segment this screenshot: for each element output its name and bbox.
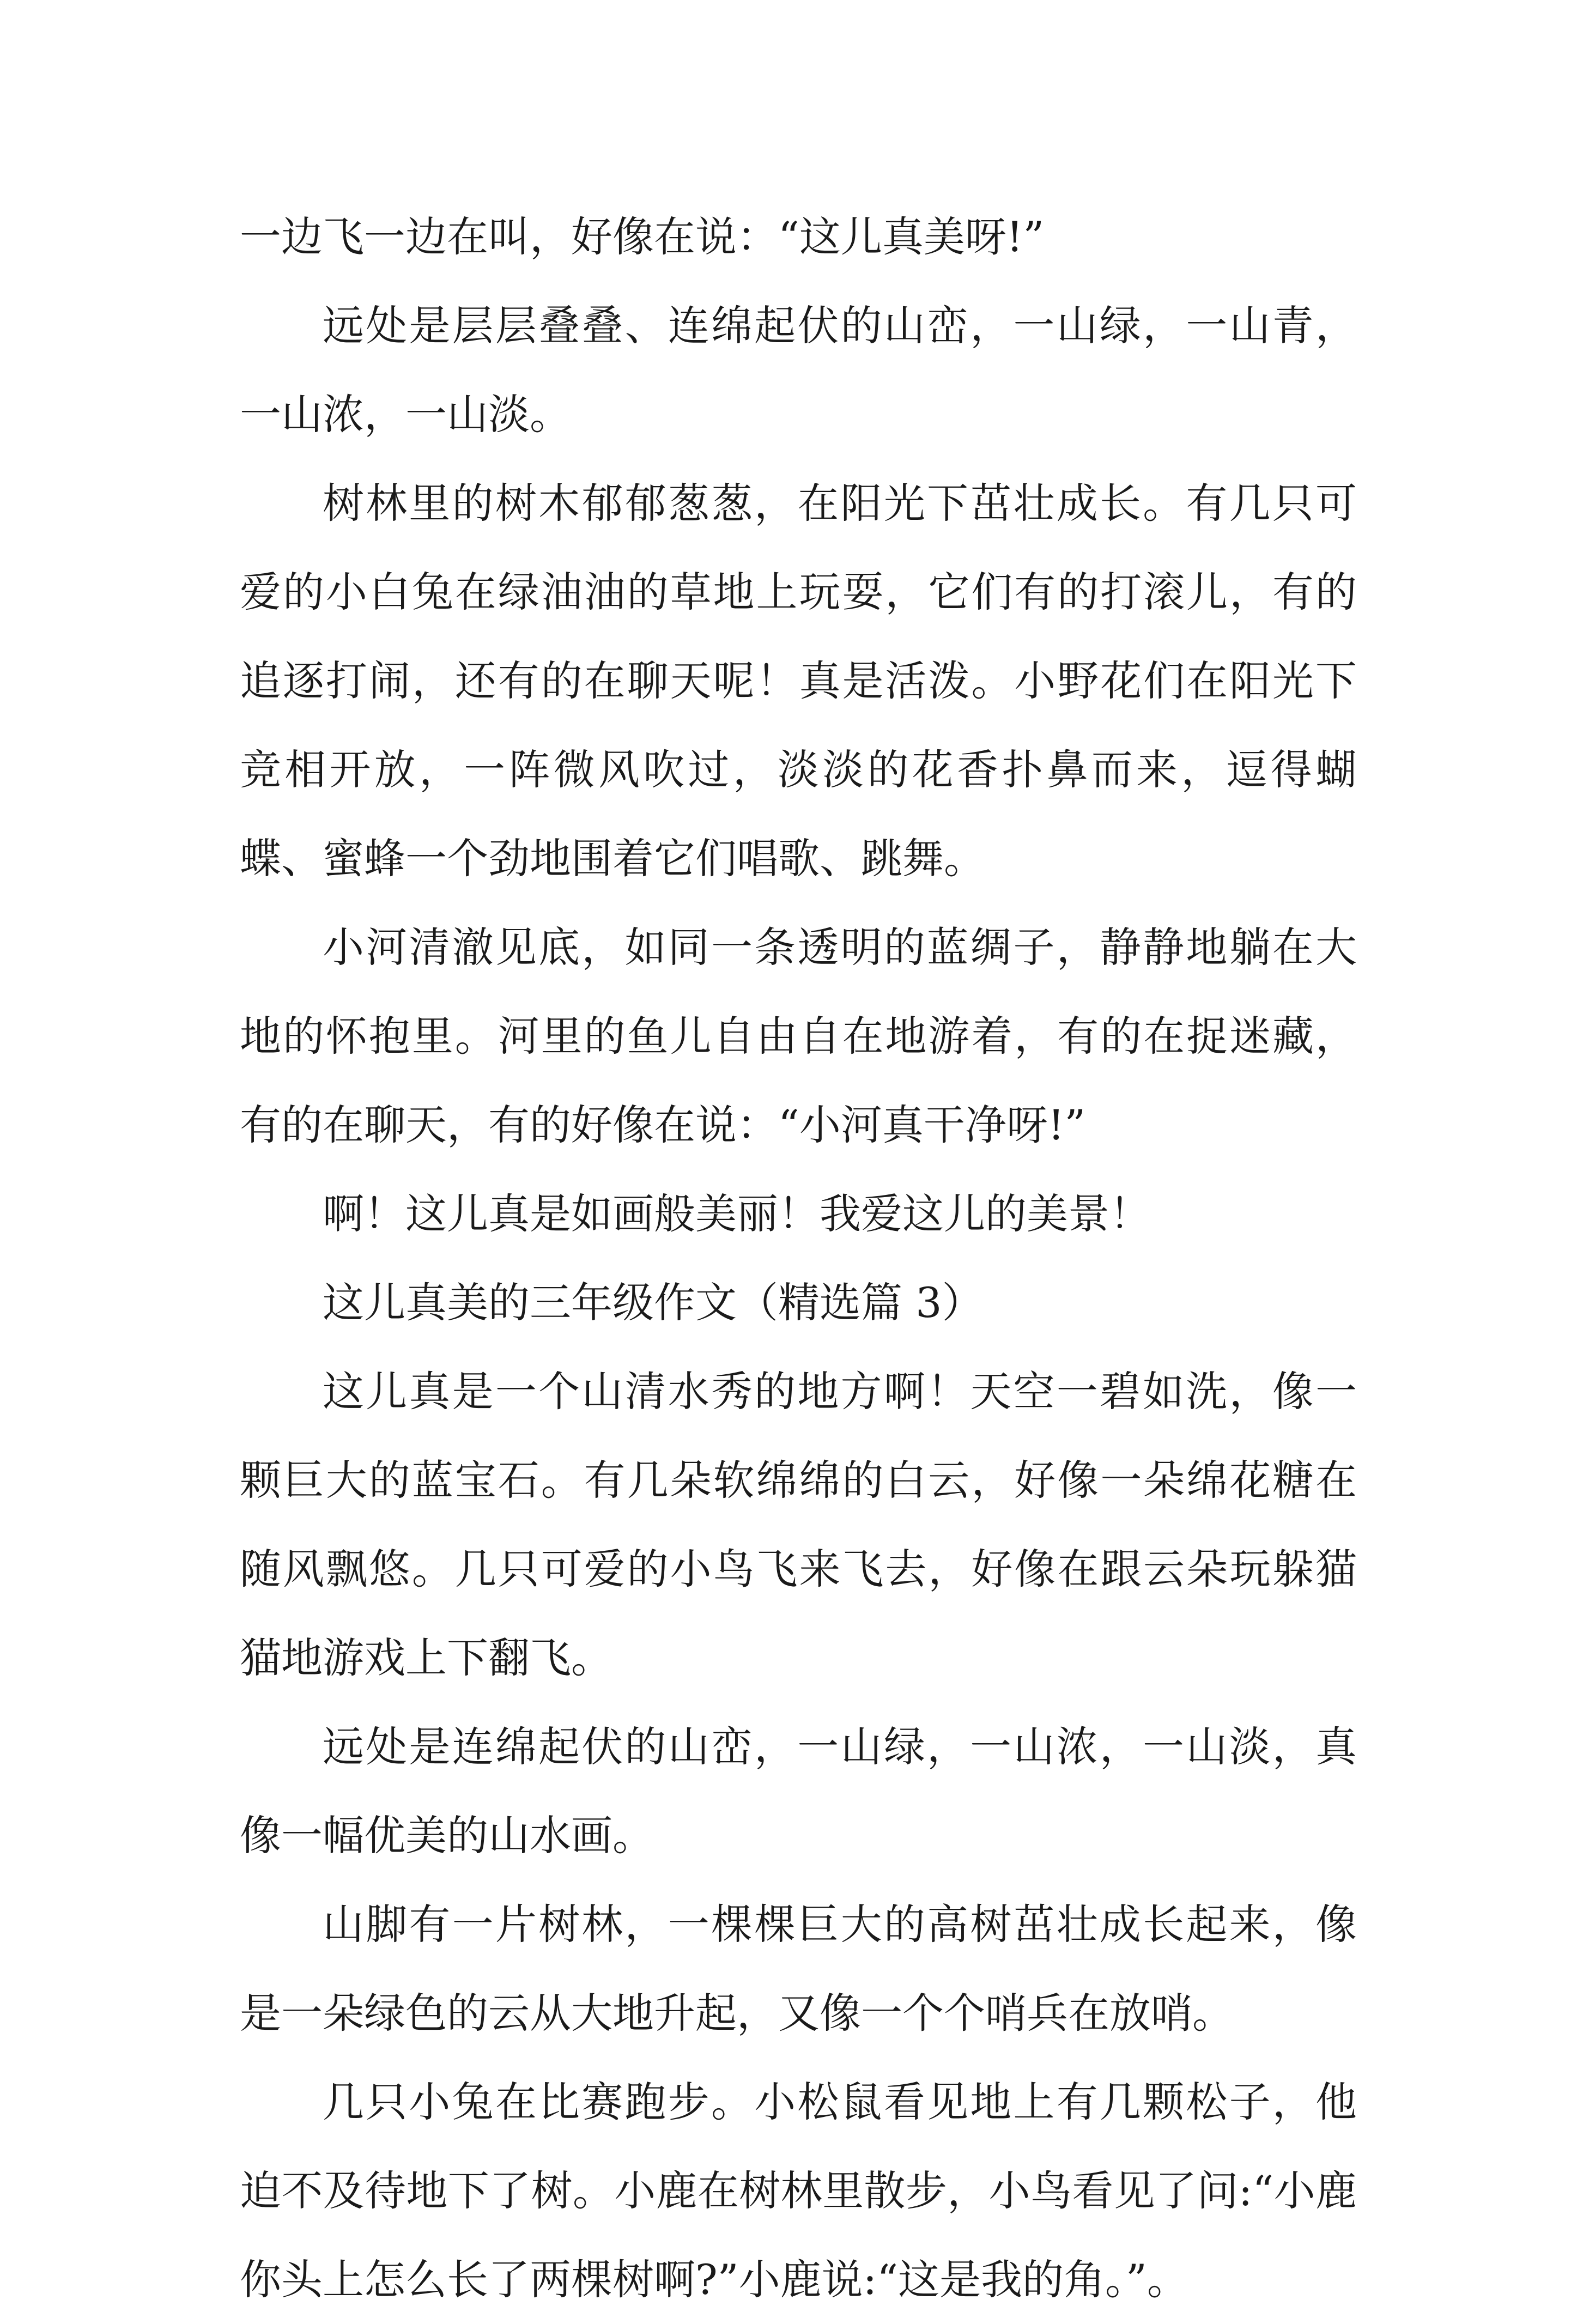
paragraph: 远处是连绵起伏的山峦，一山绿，一山浓，一山淡，真像一幅优美的山水画。 (240, 1722, 1357, 1860)
document-body (240, 192, 1357, 2324)
paragraph: 这儿真是一个山清水秀的地方啊！天空一碧如洗，像一颗巨大的蓝宝石。有几朵软绵绵的白云，好像一朵绵花糖在随风飘悠。几只可爱的小鸟飞来飞去，好像在跟云朵玩躲猫猫地游戏上下翻飞。 (240, 1367, 1357, 1682)
paragraph: 小河清澈见底，如同一条透明的蓝绸子，静静地躺在大地的怀抱里。河里的鱼儿自由自在地游着，有的在捉迷藏，有的在聊天，有的好像在说：“小河真干净呀!” (240, 923, 1357, 1149)
paragraph: 远处是层层叠叠、连绵起伏的山峦，一山绿，一山青，一山浓，一山淡。 (240, 301, 1357, 439)
paragraph: 山脚有一片树林，一棵棵巨大的高树茁壮成长起来，像是一朵绿色的云从大地升起，又像一个个哨兵在放哨。 (240, 1900, 1357, 2037)
paragraph: 几只小兔在比赛跑步。小松鼠看见地上有几颗松子，他迫不及待地下了树。小鹿在树林里散步，小鸟看见了问:“小鹿你头上怎么长了两棵树啊?”小鹿说:“这是我的角。”。 (240, 2078, 1357, 2304)
paragraph: 树林里的树木郁郁葱葱，在阳光下茁壮成长。有几只可爱的小白兔在绿油油的草地上玩耍，它们有的打滚儿，有的追逐打闹，还有的在聊天呢！真是活泼。小野花们在阳光下竞相开放，一阵微风吹过，淡淡的花香扑鼻而来，逗得蝴蝶、蜜蜂一个劲地围着它们唱歌、跳舞。 (240, 479, 1357, 883)
paragraph: 啊！这儿真是如画般美丽！我爱这儿的美景！ (323, 1190, 1151, 1238)
section-heading: 这儿真美的三年级作文（精选篇 3） (323, 1278, 984, 1327)
paragraph: 一边飞一边在叫，好像在说：“这儿真美呀!” (240, 213, 1045, 261)
